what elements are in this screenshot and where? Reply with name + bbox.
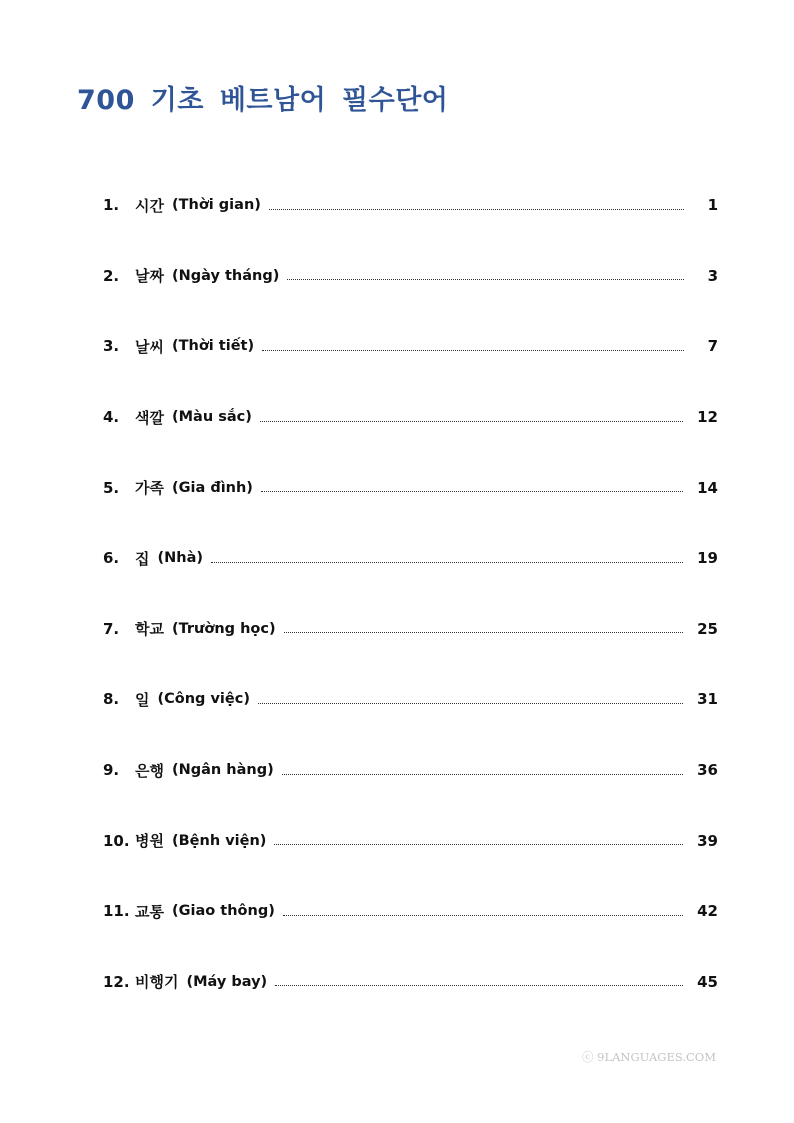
toc-entry[interactable] [103,805,718,876]
toc-korean-title: 학교 [135,620,164,639]
toc-number: 11. [103,902,130,921]
toc-korean-title: 은행 [135,761,164,780]
toc-number: 5. [103,478,120,497]
toc-entry[interactable] [103,735,718,806]
toc-vietnamese-title: (Trường học) [171,620,276,637]
toc-page-number: 12 [697,408,718,427]
toc-page-number: 45 [697,972,718,991]
toc-page-number: 31 [697,690,718,709]
toc-number: 12. [103,972,130,991]
toc-vietnamese-title: (Gia đình) [171,479,253,496]
toc-vietnamese-title: (Bệnh viện) [171,832,267,849]
toc-korean-title: 비행기 [135,973,179,992]
dot-leader [269,209,684,210]
toc-korean-title: 집 [135,549,150,568]
toc-entry[interactable] [103,594,718,665]
toc-vietnamese-title: (Ngân hàng) [171,762,274,779]
toc-page-number: 42 [697,902,718,921]
toc-number: 7. [103,619,120,638]
toc-vietnamese-title: (Ngày tháng) [171,267,280,284]
copyright-footer: ⓒ 9LANGUAGES.COM [581,1050,716,1064]
toc-korean-title: 날씨 [135,337,164,356]
dot-leader [283,915,683,916]
dot-leader [260,421,683,422]
dot-leader [275,985,683,986]
toc-vietnamese-title: (Thời tiết) [171,338,255,355]
toc-page-number: 19 [697,549,718,568]
toc-number: 8. [103,690,120,709]
dot-leader [287,279,684,280]
toc-entry[interactable] [103,876,718,947]
toc-page-number: 7 [707,337,718,356]
toc-page-number: 39 [697,831,718,850]
toc-entry[interactable] [103,170,718,241]
toc-number: 9. [103,761,120,780]
toc-korean-title: 병원 [135,832,164,851]
toc-number: 2. [103,266,120,285]
toc-korean-title: 시간 [135,196,164,215]
toc-vietnamese-title: (Công việc) [157,691,250,708]
toc-entry[interactable] [103,382,718,453]
page-title: 700 기초 베트남어 필수단어 [77,85,449,116]
toc-number: 10. [103,831,130,850]
toc-vietnamese-title: (Máy bay) [186,973,268,990]
toc-page-number: 36 [697,761,718,780]
toc-vietnamese-title: (Giao thông) [171,903,275,920]
toc-entry[interactable] [103,664,718,735]
dot-leader [284,632,684,633]
dot-leader [258,703,683,704]
toc-vietnamese-title: (Thời gian) [171,197,261,214]
dot-leader [282,774,683,775]
toc-number: 3. [103,337,120,356]
toc-page-number: 25 [697,619,718,638]
toc-number: 4. [103,408,120,427]
toc-vietnamese-title: (Màu sắc) [171,409,252,426]
toc-entry[interactable] [103,452,718,523]
toc-page-number: 1 [707,196,718,215]
toc-page-number: 14 [697,478,718,497]
dot-leader [211,562,683,563]
dot-leader [262,350,684,351]
toc-entry[interactable] [103,241,718,312]
dot-leader [274,844,683,845]
toc-page-number: 3 [707,266,718,285]
toc-korean-title: 일 [135,690,150,709]
toc-entry[interactable] [103,947,718,1018]
toc-entry[interactable] [103,311,718,382]
table-of-contents [103,186,718,1017]
toc-korean-title: 가족 [135,479,164,498]
toc-number: 6. [103,549,120,568]
toc-number: 1. [103,196,120,215]
toc-korean-title: 색깔 [135,408,164,427]
dot-leader [261,491,683,492]
toc-korean-title: 날짜 [135,267,164,286]
toc-entry[interactable] [103,523,718,594]
toc-korean-title: 교통 [135,902,164,921]
toc-vietnamese-title: (Nhà) [157,550,203,567]
